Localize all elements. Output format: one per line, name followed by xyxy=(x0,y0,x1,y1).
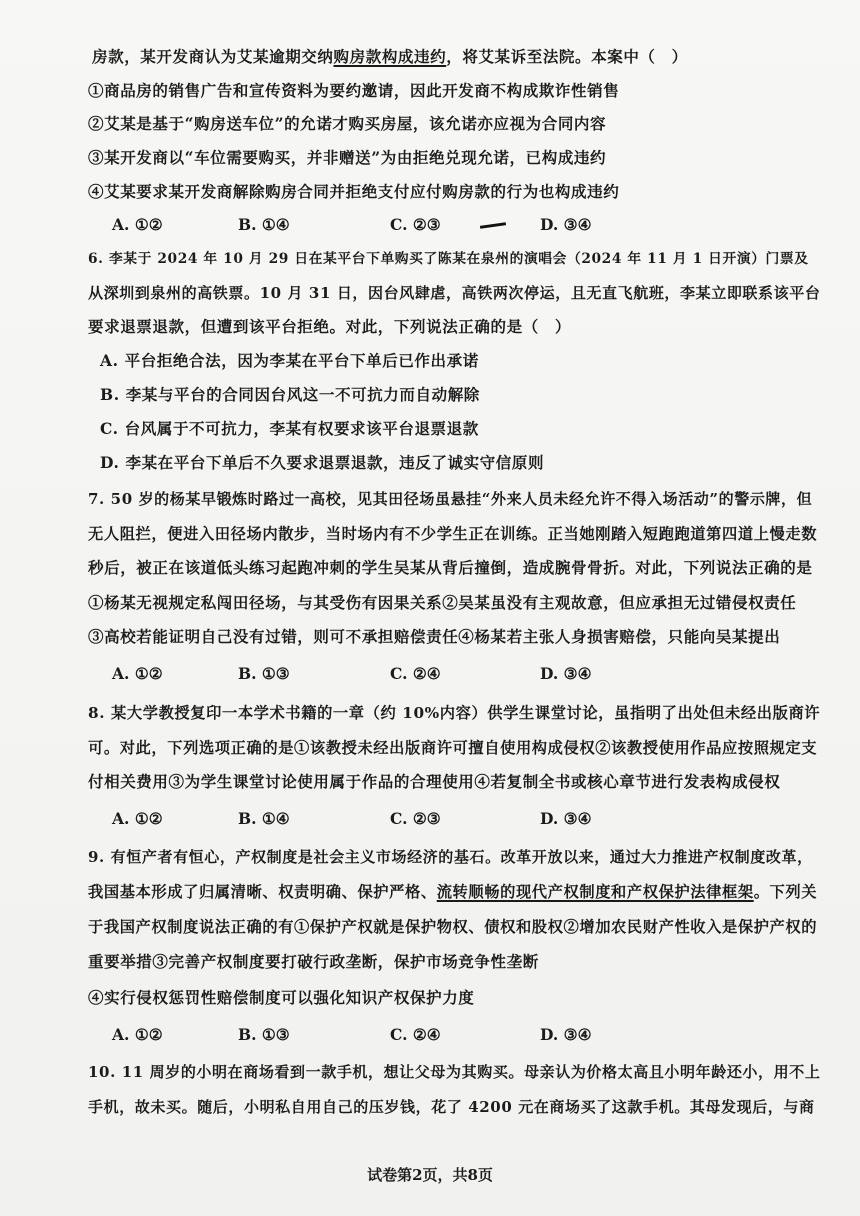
q7-statements-line-1: ①杨某无视规定私闯田径场，与其受伤有因果关系②吴某虽没有主观故意，但应承担无过错侵权责任 xyxy=(88,593,797,612)
q5-stem-text-c: ，将艾某诉至法院。本案中（ ） xyxy=(446,47,688,66)
q9-stem-line-2-underlined: 流转顺畅的现代产权制度和产权保护法律框架 xyxy=(436,883,754,901)
q7-stem-line-3: 秒后，被正在该道低头练习起跑冲刺的学生吴某从背后撞倒，造成腕骨骨折。对此，下列说法正确的是 xyxy=(88,558,813,577)
q9-statement-4: ④实行侵权惩罚性赔偿制度可以强化知识产权保护力度 xyxy=(88,988,475,1007)
q7-choice-d: D. ③④ xyxy=(540,664,592,683)
q6-stem-line-1: 6. 李某于 2024 年 10 月 29 日在某平台下单购买了陈某在泉州的演唱会（2024 年 11 月 1 日开演）门票及 xyxy=(88,251,809,267)
q8-stem-line-1: 8. 某大学教授复印一本学术书籍的一章（约 10%内容）供学生课堂讨论，虽指明了出处但未经出版商许 xyxy=(88,704,821,722)
q9-choice-a: A. ①② xyxy=(112,1025,163,1044)
q8-choice-a: A. ①② xyxy=(112,809,163,828)
q8-choice-c: C. ②③ xyxy=(390,809,441,828)
q5-option-4: ④艾某要求某开发商解除购房合同并拒绝支付应付购房款的行为也构成违约 xyxy=(88,182,620,201)
q5-stem-underlined: 购房款构成违约 xyxy=(333,47,447,66)
q9-stem-line-1: 9. 有恒产者有恒心，产权制度是社会主义市场经济的基石。改革开放以来，通过大力推进产权制度改革， xyxy=(88,848,813,866)
q5-option-1: ①商品房的销售广告和宣传资料为要约邀请，因此开发商不构成欺诈性销售 xyxy=(88,81,620,100)
q6-option-b: B. 李某与平台的合同因台风这一不可抗力而自动解除 xyxy=(100,385,480,404)
q9-choice-b: B. ①③ xyxy=(238,1025,290,1044)
q8-choice-b: B. ①④ xyxy=(238,809,290,828)
q7-choice-c: C. ②④ xyxy=(390,664,441,683)
q9-choice-d: D. ③④ xyxy=(540,1025,592,1044)
q6-option-a: A. 平台拒绝合法，因为李某在平台下单后已作出承诺 xyxy=(100,351,479,370)
q5-option-2: ②艾某是基于“购房送车位”的允诺才购买房屋，该允诺亦应视为合同内容 xyxy=(88,114,607,133)
q7-statements-line-2: ③高校若能证明自己没有过错，则可不承担赔偿责任④杨某若主张人身损害赔偿，只能向吴某提出 xyxy=(88,627,781,646)
q7-choice-a: A. ①② xyxy=(112,664,163,683)
q5-stem-text-a: 房款，某开发商认为艾某逾期交纳 xyxy=(92,47,334,66)
q8-stem-line-2: 可。对此，下列选项正确的是①该教授未经出版商许可擅自使用构成侵权②该教授使用作品应按照规定支 xyxy=(88,739,818,757)
q9-stem-line-2-plain: 我国基本形成了归属清晰、权责明确、保护严格、 xyxy=(88,883,437,901)
q10-stem-line-2: 手机，故未买。随后，小明私自用自己的压岁钱，花了 4200 元在商场买了这款手机。其母发现后，与商 xyxy=(88,1098,815,1116)
q6-option-c: C. 台风属于不可抗力，李某有权要求该平台退票退款 xyxy=(100,419,479,438)
page-footer: 试卷第2页，共8页 xyxy=(367,1166,493,1184)
q10-stem-line-1: 10. 11 周岁的小明在商场看到一款手机，想让父母为其购买。母亲认为价格太高且小明年龄还小，用不上 xyxy=(88,1063,821,1081)
q9-stem-line-2 xyxy=(88,881,817,903)
q5-choice-c: C. ②③ xyxy=(390,215,441,234)
q5-choice-d: D. ③④ xyxy=(540,215,592,234)
q6-stem-line-3: 要求退票退款，但遭到该平台拒绝。对此，下列说法正确的是（ ） xyxy=(88,317,572,336)
q9-stem-line-4: 重要举措③完善产权制度要打破行政垄断，保护市场竞争性垄断 xyxy=(88,952,539,971)
q9-stem-line-3: 于我国产权制度说法正确的有①保护产权就是保护物权、债权和股权②增加农民财产性收入是保护产权的 xyxy=(88,918,818,936)
q5-option-3: ③某开发商以“车位需要购买，并非赠送”为由拒绝兑现允诺，已构成违约 xyxy=(88,148,607,167)
q5-stem-tail xyxy=(92,46,688,68)
q7-stem-line-2: 无人阻拦，便进入田径场内散步，当时场内有不少学生正在训练。正当她刚踏入短跑跑道第四道上慢走数 xyxy=(88,525,818,543)
q9-stem-line-2-tail: 。下列关 xyxy=(753,883,818,901)
q8-stem-line-3: 付相关费用③为学生课堂讨论使用属于作品的合理使用④若复制全书或核心章节进行发表构成侵权 xyxy=(88,772,781,791)
q9-choice-c: C. ②④ xyxy=(390,1025,441,1044)
q8-choice-d: D. ③④ xyxy=(540,809,592,828)
pen-dash-mark xyxy=(480,222,506,229)
q7-choice-b: B. ①③ xyxy=(238,664,290,683)
q7-stem-line-1: 7. 50 岁的杨某早锻炼时路过一高校，见其田径场虽悬挂“外来人员未经允许不得入场活动”的警示牌，但 xyxy=(88,490,813,508)
q6-stem-line-2: 从深圳到泉州的高铁票。10 月 31 日，因台风肆虐，高铁两次停运，且无直飞航班，李某立即联系该平台 xyxy=(88,284,821,302)
q6-option-d: D. 李某在平台下单后不久要求退票退款，违反了诚实守信原则 xyxy=(100,453,545,472)
q5-choice-a: A. ①② xyxy=(112,215,163,234)
q5-choice-b: B. ①④ xyxy=(238,215,290,234)
